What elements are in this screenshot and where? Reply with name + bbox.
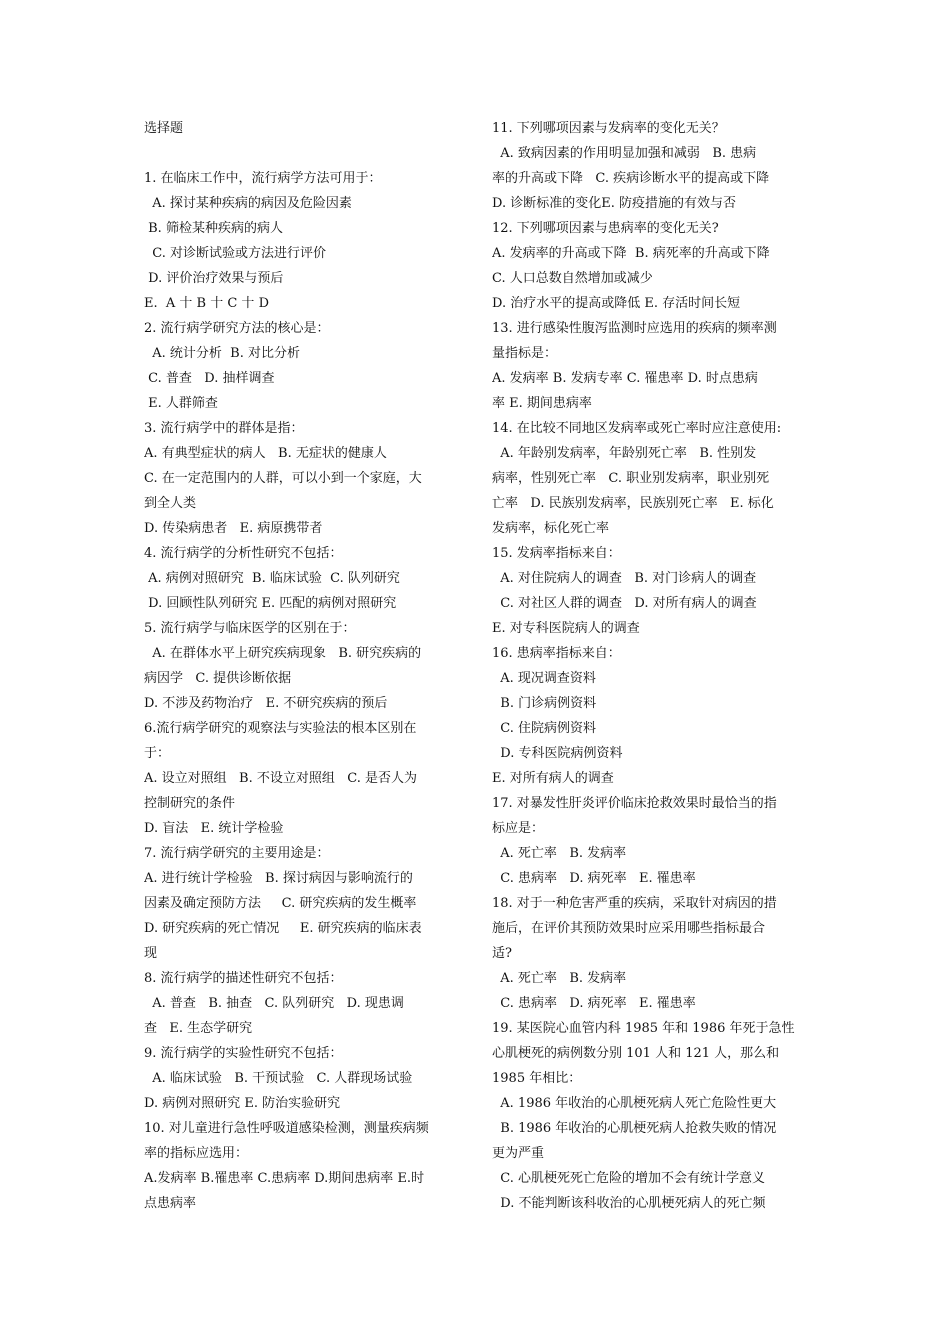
question-text-line: A. 对住院病人的调查 B. 对门诊病人的调查	[492, 571, 757, 586]
question-text-line: A. 统计分析 B. 对比分析	[144, 346, 301, 361]
question-text-line: A. 发病率 B. 发病专率 C. 罹患率 D. 时点患病	[492, 371, 758, 386]
question-text-line: A. 致病因素的作用明显加强和减弱 B. 患病	[492, 146, 757, 161]
question-text-line: B. 门诊病例资料	[492, 696, 597, 711]
question-text-line: 适?	[492, 946, 512, 961]
question-text-line: 心肌梗死的病例数分别 101 人和 121 人，那么和	[492, 1046, 780, 1061]
question-text-line: 7. 流行病学研究的主要用途是：	[144, 846, 330, 861]
right-question-list	[492, 116, 810, 1216]
question-text-line: D. 研究疾病的死亡情况 E. 研究疾病的临床表	[144, 921, 422, 936]
question-text-line: A. 临床试验 B. 干预试验 C. 人群现场试验	[144, 1071, 413, 1086]
question-text-line: 12. 下列哪项因素与患病率的变化无关?	[492, 221, 719, 236]
question-text-line: 17. 对暴发性肝炎评价临床抢救效果时最恰当的指	[492, 796, 777, 811]
question-text-line: 现	[144, 946, 158, 961]
question-text-line: D. 评价治疗效果与预后	[144, 271, 284, 286]
question-text-line: C. 在一定范围内的人群，可以小到一个家庭，大	[144, 471, 422, 486]
question-text-line: C. 普查 D. 抽样调查	[144, 371, 275, 386]
question-text-line: C. 心肌梗死死亡危险的增加不会有统计学意义	[492, 1171, 766, 1186]
question-text-line: C. 患病率 D. 病死率 E. 罹患率	[492, 871, 696, 886]
question-text-line: D. 诊断标准的变化E. 防疫措施的有效与否	[492, 196, 736, 211]
question-text-line: 14. 在比较不同地区发病率或死亡率时应注意使用:	[492, 421, 782, 436]
question-text-line: 19. 某医院心血管内科 1985 年和 1986 年死于急性	[492, 1021, 795, 1036]
question-text-line: A. 设立对照组 B. 不设立对照组 C. 是否人为	[144, 771, 418, 786]
question-text-line: 标应是：	[492, 821, 545, 836]
question-text-line: 查 E. 生态学研究	[144, 1021, 253, 1036]
question-text-line: 量指标是：	[492, 346, 558, 361]
question-text-line: 2. 流行病学研究方法的核心是：	[144, 321, 330, 336]
question-text-line: 10. 对儿童进行急性呼吸道感染检测，测量疾病频	[144, 1121, 429, 1136]
question-text-line: 于：	[144, 746, 171, 761]
question-text-line: C. 对社区人群的调查 D. 对所有病人的调查	[492, 596, 757, 611]
question-text-line: A. 发病率的升高或下降 B. 病死率的升高或下降	[492, 246, 770, 261]
question-text-line: 8. 流行病学的描述性研究不包括：	[144, 971, 343, 986]
section-title: 选择题	[144, 121, 184, 136]
left-question-list	[144, 166, 462, 1216]
question-text-line: 3. 流行病学中的群体是指：	[144, 421, 304, 436]
question-text-line: 因素及确定预防方法 C. 研究疾病的发生概率	[144, 896, 417, 911]
question-text-line: D. 不能判断该科收治的心肌梗死病人的死亡频	[492, 1196, 766, 1211]
question-text-line: 18. 对于一种危害严重的疾病，采取针对病因的措	[492, 896, 777, 911]
question-text-line: 点患病率	[144, 1196, 197, 1211]
question-text-line: 率的升高或下降 C. 疾病诊断水平的提高或下降	[492, 171, 770, 186]
question-text-line: A.发病率 B.罹患率 C.患病率 D.期间患病率 E.时	[144, 1171, 425, 1186]
question-text-line: B. 1986 年收治的心肌梗死病人抢救失败的情况	[492, 1121, 777, 1136]
question-text-line: 亡率 D. 民族别发病率，民族别死亡率 E. 标化	[492, 496, 774, 511]
question-text-line: A. 在群体水平上研究疾病现象 B. 研究疾病的	[144, 646, 422, 661]
question-text-line: C. 患病率 D. 病死率 E. 罹患率	[492, 996, 696, 1011]
question-text-line: D. 盲法 E. 统计学检验	[144, 821, 284, 836]
question-text-line: A. 有典型症状的病人 B. 无症状的健康人	[144, 446, 387, 461]
question-text-line: E. A 十 B 十 C 十 D	[144, 296, 269, 311]
question-text-line: D. 病例对照研究 E. 防治实验研究	[144, 1096, 341, 1111]
question-text-line: B. 筛检某种疾病的病人	[144, 221, 283, 236]
question-text-line: A. 年龄别发病率，年龄别死亡率 B. 性别发	[492, 446, 757, 461]
question-text-line: 1. 在临床工作中，流行病学方法可用于：	[144, 171, 382, 186]
question-text-line: C. 住院病例资料	[492, 721, 597, 736]
right-column	[492, 116, 810, 1216]
question-text-line: E. 对专科医院病人的调查	[492, 621, 640, 636]
question-text-line: 11. 下列哪项因素与发病率的变化无关？	[492, 121, 725, 136]
question-text-line: A. 病例对照研究 B. 临床试验 C. 队列研究	[144, 571, 400, 586]
question-text-line: D. 传染病患者 E. 病原携带者	[144, 521, 323, 536]
question-text-line: 病率，性别死亡率 C. 职业别发病率，职业别死	[492, 471, 770, 486]
question-text-line: 更为严重	[492, 1146, 545, 1161]
question-text-line: D. 不涉及药物治疗 E. 不研究疾病的预后	[144, 696, 388, 711]
question-text-line: 施后，在评价其预防效果时应采用哪些指标最合	[492, 921, 766, 936]
question-text-line: 1985 年相比：	[492, 1071, 582, 1086]
question-text-line: E. 人群筛查	[144, 396, 218, 411]
question-text-line: A. 死亡率 B. 发病率	[492, 846, 627, 861]
question-text-line: 控制研究的条件	[144, 796, 236, 811]
question-text-line: A. 1986 年收治的心肌梗死病人死亡危险性更大	[492, 1096, 777, 1111]
question-text-line: A. 死亡率 B. 发病率	[492, 971, 627, 986]
question-text-line: A. 进行统计学检验 B. 探讨病因与影响流行的	[144, 871, 413, 886]
question-text-line: D. 回顾性队列研究 E. 匹配的病例对照研究	[144, 596, 397, 611]
question-text-line: 到全人类	[144, 496, 197, 511]
left-column	[144, 116, 462, 1216]
question-text-line: C. 人口总数自然增加或减少	[492, 271, 653, 286]
question-text-line: A. 现况调查资料	[492, 671, 596, 686]
question-text-line: 6.流行病学研究的观察法与实验法的根本区别在	[144, 721, 417, 736]
question-text-line: 发病率，标化死亡率	[492, 521, 610, 536]
question-text-line: 5. 流行病学与临床医学的区别在于：	[144, 621, 356, 636]
question-text-line: 病因学 C. 提供诊断依据	[144, 671, 292, 686]
question-text-line: A. 普查 B. 抽查 C. 队列研究 D. 现患调	[144, 996, 404, 1011]
question-text-line: D. 专科医院病例资料	[492, 746, 623, 761]
question-text-line: D. 治疗水平的提高或降低 E. 存活时间长短	[492, 296, 741, 311]
question-text-line: 15. 发病率指标来自：	[492, 546, 621, 561]
question-text-line: 率的指标应选用：	[144, 1146, 249, 1161]
question-text-line: 9. 流行病学的实验性研究不包括：	[144, 1046, 343, 1061]
question-text-line: E. 对所有病人的调查	[492, 771, 614, 786]
question-text-line: 13. 进行感染性腹泻监测时应选用的疾病的频率测	[492, 321, 777, 336]
question-text-line: 率 E. 期间患病率	[492, 396, 592, 411]
question-text-line: 16. 患病率指标来自：	[492, 646, 621, 661]
question-text-line: A. 探讨某种疾病的病因及危险因素	[144, 196, 352, 211]
question-text-line: C. 对诊断试验或方法进行评价	[144, 246, 327, 261]
question-text-line: 4. 流行病学的分析性研究不包括：	[144, 546, 343, 561]
